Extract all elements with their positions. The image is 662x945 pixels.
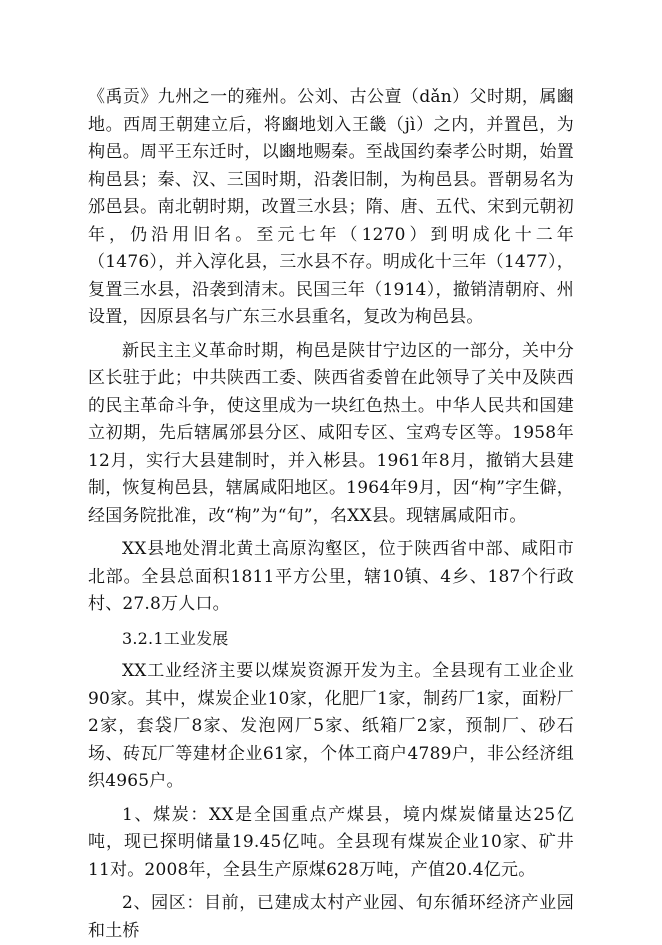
paragraph-industry: XX工业经济主要以煤炭资源开发为主。全县现有工业企业90家。其中，煤炭企业10家，化肥厂1家，制药厂1家，面粉厂2家，套袋厂8家、发泡网厂5家、纸箱厂2家，预制厂、砂石场、砖瓦厂等建材企业61家，个体工商户4789户，非公经济组织4965户。	[88, 661, 574, 791]
section-heading-industry: 3.2.1工业发展	[122, 628, 229, 648]
paragraph-coal: 1、煤炭：XX是全国重点产煤县，境内煤炭储量达25亿吨，现已探明储量19.45亿吨。全县现有煤炭企业10家、矿井11对。2008年，全县生产原煤628万吨，产值20.4亿元。	[88, 804, 574, 880]
paragraph-geography: XX县地处渭北黄土高原沟壑区，位于陕西省中部、咸阳市北部。全县总面积1811平方公里，辖10镇、4乡、187个行政村、27.8万人口。	[88, 539, 574, 614]
paragraph-history: 《禹贡》九州之一的雍州。公刘、古公亶（dǎn）父时期，属豳地。西周王朝建立后，将豳地划入王畿（jì）之内，并置邑，为栒邑。周平王东迁时，以豳地赐秦。至战国约秦孝公时期，始置栒邑县；秦、汉、三国时期，沿袭旧制，为栒邑县。晋朝易名为邠邑县。南北朝时期，改置三水县；隋、唐、五代、宋到元朝初年，仍沿用旧名。至元七年（1270）到明成化十二年（1476），并入淳化县，三水县不存。明成化十三年（1477），复置三水县，沿袭到清末。民国三年（1914），撤销清朝府、州设置，因原县名与广东三水县重名，复改为栒邑县。	[88, 87, 574, 327]
paragraph-parks: 2、园区：目前，已建成太村产业园、旬东循环经济产业园和土桥	[88, 893, 574, 941]
paragraph-revolution: 新民主主义革命时期，栒邑是陕甘宁边区的一部分，关中分区长驻于此；中共陕西工委、陕西省委曾在此领导了关中及陕西的民主革命斗争，使这里成为一块红色热土。中华人民共和国建立初期，先后辖属邠县分区、咸阳专区、宝鸡专区等。1958年12月，实行大县建制时，并入彬县。1961年8月，撤销大县建制，恢复栒邑县，辖属咸阳地区。1964年9月，因“栒”字生僻，经国务院批准，改“栒”为“旬”，名XX县。现辖属咸阳市。	[88, 340, 574, 526]
